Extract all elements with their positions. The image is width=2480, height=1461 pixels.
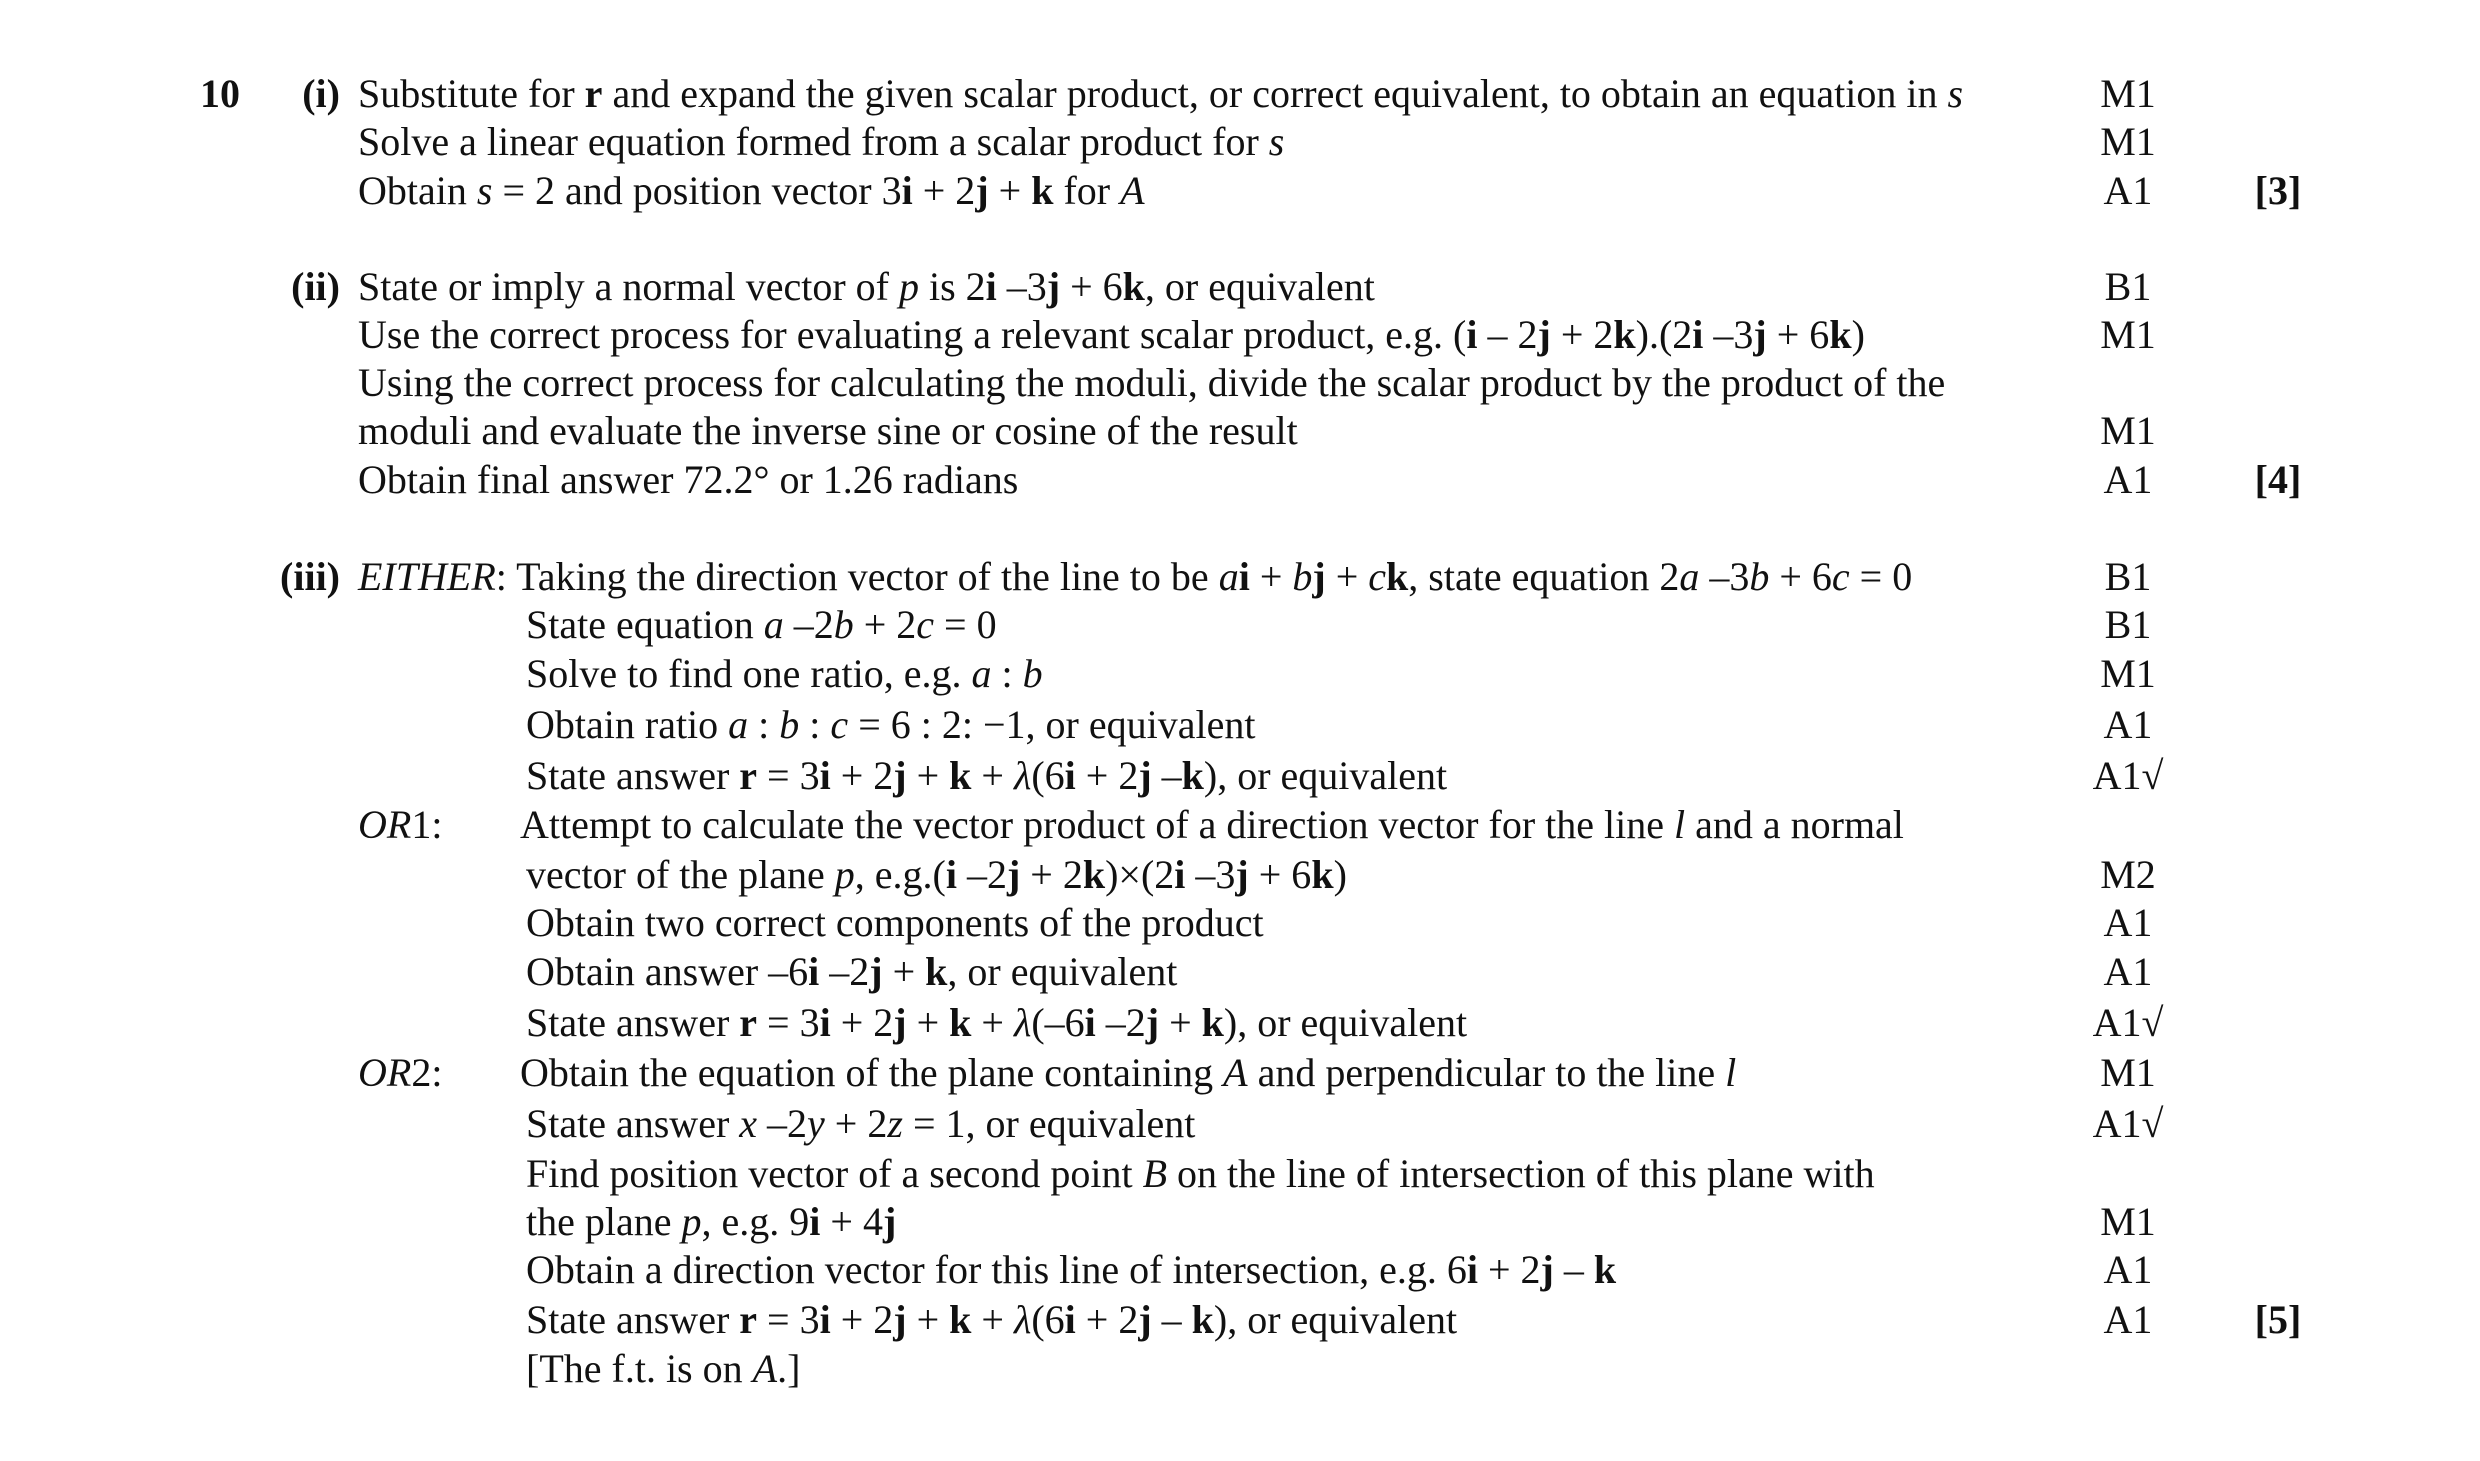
scheme-line <box>520 1049 1736 1097</box>
mark-code: A1√ <box>2092 753 2164 798</box>
text-run: k <box>925 949 948 994</box>
text-run: – 2 <box>1477 312 1538 357</box>
text-run: i <box>985 264 997 309</box>
text-run: , e.g.( <box>854 852 946 897</box>
text-run: + <box>971 753 1014 798</box>
text-run: a <box>763 602 784 647</box>
text-run: i <box>1466 312 1478 357</box>
text-run: Solve a linear equation formed from a scalar product for <box>358 119 1269 164</box>
or-number: 2: <box>411 1050 443 1095</box>
text-run: Obtain a direction vector for this line of intersection, e.g. 6 <box>526 1247 1467 1292</box>
text-run: : Taking the direction vector of the line to be <box>495 554 1219 599</box>
text-run: + 2 <box>1075 753 1139 798</box>
text-run: j <box>1138 753 1152 798</box>
mark-code: A1 <box>2103 949 2153 994</box>
question-number: 10 <box>200 71 240 116</box>
text-run: ), or equivalent <box>1213 1297 1458 1342</box>
text-run: Using the correct process for calculating the moduli, divide the scalar product by the product of the <box>358 360 1946 405</box>
text-run: Obtain final answer 72.2° or 1.26 radians <box>358 457 1019 502</box>
text-run: c <box>916 602 935 647</box>
text-run: i <box>819 1297 831 1342</box>
text-run: – <box>1151 1297 1192 1342</box>
text-run: j <box>1006 852 1021 897</box>
text-run: ) <box>1851 312 1865 357</box>
mark-code: A1 <box>2103 702 2153 747</box>
text-run: + 2 <box>912 168 976 213</box>
text-run: + 2 <box>1020 852 1083 897</box>
scheme-line <box>358 553 1912 601</box>
text-run: = 3 <box>757 1297 820 1342</box>
part-total: [3] <box>2254 168 2302 213</box>
text-run: : <box>748 702 780 747</box>
text-run: i <box>808 949 820 994</box>
text-run: i <box>901 168 913 213</box>
scheme-line <box>526 851 1347 899</box>
text-run: ) <box>1333 852 1347 897</box>
scheme-line <box>358 456 1018 504</box>
text-run: j <box>1540 1247 1554 1292</box>
scheme-line <box>526 601 997 649</box>
text-run: r <box>584 71 603 116</box>
text-run: .] <box>777 1346 801 1391</box>
text-run: State equation <box>526 602 764 647</box>
text-run: i <box>1084 1000 1096 1045</box>
text-run: c <box>830 702 849 747</box>
text-run: l <box>1673 802 1686 847</box>
text-run: j <box>893 1297 907 1342</box>
text-run: , or equivalent <box>947 949 1178 994</box>
text-run: + <box>882 949 926 994</box>
text-run: ), or equivalent <box>1223 1000 1468 1045</box>
text-run: Obtain ratio <box>526 702 729 747</box>
text-run: –2 <box>1095 1000 1146 1045</box>
text-run: = 3 <box>757 1000 820 1045</box>
text-run: State answer <box>526 1297 740 1342</box>
mark-code: A1 <box>2103 1247 2153 1292</box>
text-run: = 1, or equivalent <box>902 1101 1196 1146</box>
mark-code: M1 <box>2100 651 2156 696</box>
text-run: , state equation 2 <box>1408 554 1680 599</box>
text-run: a <box>971 651 992 696</box>
text-run: k <box>949 753 972 798</box>
text-run: ).(2 <box>1635 312 1693 357</box>
text-run: + <box>1159 1000 1202 1045</box>
text-run: vector of the plane <box>526 852 835 897</box>
scheme-line <box>526 948 1177 996</box>
text-run: –2 <box>819 949 870 994</box>
text-run: j <box>1145 1000 1160 1045</box>
part-total: [4] <box>2254 457 2302 502</box>
text-run: –3 <box>1699 554 1750 599</box>
text-run: j <box>1753 312 1767 357</box>
scheme-line <box>526 752 1447 800</box>
scheme-line <box>526 1198 896 1246</box>
text-run: + 2 <box>1075 1297 1139 1342</box>
mark-code: M1 <box>2100 312 2156 357</box>
text-run: i <box>1064 1297 1076 1342</box>
text-run: j <box>882 1199 897 1244</box>
mark-code: A1 <box>2103 900 2153 945</box>
text-run: the plane <box>526 1199 682 1244</box>
part-total: [5] <box>2254 1297 2302 1342</box>
text-run: + 2 <box>1477 1247 1541 1292</box>
text-run: λ <box>1013 1000 1032 1045</box>
text-run: Obtain <box>358 168 477 213</box>
text-run: a <box>1218 554 1239 599</box>
text-run: b <box>779 702 800 747</box>
mark-code: M1 <box>2100 71 2156 116</box>
mark-code: A1 <box>2103 1297 2153 1342</box>
text-run: + 2 <box>824 1101 888 1146</box>
text-run: s <box>1947 71 1964 116</box>
text-run: Substitute for <box>358 71 585 116</box>
text-run: + 2 <box>830 1297 894 1342</box>
text-run: b <box>1749 554 1770 599</box>
text-run: k <box>1082 852 1106 897</box>
text-run: [The f.t. is on <box>526 1346 753 1391</box>
text-run: = 6 : 2: −1, or equivalent <box>848 702 1256 747</box>
text-run: –3 <box>996 264 1047 309</box>
text-run: = 2 and position vector 3 <box>492 168 902 213</box>
mark-code: A1√ <box>2092 1000 2164 1045</box>
text-run: –3 <box>1185 852 1236 897</box>
text-run: + 6 <box>1060 264 1123 309</box>
text-run: on the line of intersection of this plane with <box>1167 1151 1875 1196</box>
text-run: i <box>1064 753 1076 798</box>
text-run: + <box>971 1297 1014 1342</box>
scheme-line <box>358 311 1865 359</box>
text-run: i <box>1466 1247 1478 1292</box>
text-run: λ <box>1013 753 1032 798</box>
text-run: : <box>991 651 1023 696</box>
text-run: k <box>1829 312 1852 357</box>
text-run: + 2 <box>830 1000 894 1045</box>
text-run: k <box>949 1297 972 1342</box>
text-run: and perpendicular to the line <box>1247 1050 1726 1095</box>
text-run: and expand the given scalar product, or correct equivalent, to obtain an equation in <box>602 71 1948 116</box>
text-run: c <box>1831 554 1850 599</box>
text-run: s <box>476 168 493 213</box>
text-run: + <box>988 168 1032 213</box>
text-run: i <box>945 852 957 897</box>
scheme-line <box>526 1100 1195 1148</box>
text-run: (6 <box>1031 753 1065 798</box>
text-run: s <box>1268 119 1285 164</box>
or-word: OR <box>358 1050 412 1095</box>
text-run: = 0 <box>934 602 997 647</box>
scheme-line <box>358 263 1375 311</box>
text-run: –2 <box>783 602 834 647</box>
text-run: )×(2 <box>1105 852 1175 897</box>
text-run: –3 <box>1703 312 1754 357</box>
text-run: j <box>1046 264 1061 309</box>
text-run: i <box>1692 312 1704 357</box>
scheme-line <box>358 407 1298 455</box>
mark-code: M1 <box>2100 408 2156 453</box>
text-run: is 2 <box>918 264 986 309</box>
text-run: + <box>906 753 950 798</box>
text-run: A <box>1223 1050 1248 1095</box>
text-run: λ <box>1013 1297 1032 1342</box>
text-run: State or imply a normal vector of <box>358 264 899 309</box>
text-run: j <box>975 168 989 213</box>
text-run: j <box>893 1000 907 1045</box>
text-run: B <box>1142 1151 1168 1196</box>
mark-code: A1 <box>2103 457 2153 502</box>
text-run: –2 <box>956 852 1007 897</box>
text-run: j <box>1235 852 1249 897</box>
or-number: 1: <box>411 802 443 847</box>
text-run: j <box>1537 312 1551 357</box>
text-run: = 3 <box>757 753 820 798</box>
text-run: (6 <box>1031 1297 1065 1342</box>
text-run: b <box>1292 554 1313 599</box>
mark-code: M2 <box>2100 852 2156 897</box>
scheme-line <box>526 1150 1875 1198</box>
mark-code: M1 <box>2100 1199 2156 1244</box>
scheme-line <box>526 1246 1616 1294</box>
text-run: i <box>1174 852 1186 897</box>
mark-code: M1 <box>2100 1050 2156 1095</box>
text-run: + 2 <box>830 753 894 798</box>
text-run: j <box>1312 554 1326 599</box>
text-run: i <box>1238 554 1250 599</box>
text-run: i <box>809 1199 821 1244</box>
text-run: k <box>1311 852 1334 897</box>
text-run: k <box>1593 1247 1617 1292</box>
mark-code: B1 <box>2104 554 2152 599</box>
text-run: ), or equivalent <box>1203 753 1448 798</box>
text-run: State answer <box>526 1101 740 1146</box>
text-run: + 2 <box>1550 312 1614 357</box>
text-run: Use the correct process for evaluating a relevant scalar product, e.g. ( <box>358 312 1467 357</box>
text-run: k <box>1201 1000 1224 1045</box>
text-run: A <box>752 1346 778 1391</box>
scheme-line <box>526 999 1467 1047</box>
text-run: Obtain the equation of the plane containing <box>520 1050 1224 1095</box>
text-run: , e.g. 9 <box>701 1199 810 1244</box>
either-label: EITHER <box>358 554 496 599</box>
text-run: State answer <box>526 753 740 798</box>
scheme-line <box>526 701 1255 749</box>
text-run: State answer <box>526 1000 740 1045</box>
text-run: = 0 <box>1849 554 1913 599</box>
text-run: l <box>1725 1050 1737 1095</box>
part-label: (iii) <box>280 554 340 599</box>
text-run: r <box>739 1000 758 1045</box>
text-run: p <box>681 1199 702 1244</box>
text-run: p <box>834 852 855 897</box>
text-run: + <box>906 1297 950 1342</box>
text-run: a <box>1679 554 1700 599</box>
scheme-line <box>358 167 1145 215</box>
text-run: + <box>971 1000 1014 1045</box>
text-run: x <box>739 1101 758 1146</box>
mark-code: B1 <box>2104 602 2152 647</box>
text-run: + 4 <box>820 1199 883 1244</box>
text-run: Obtain answer –6 <box>526 949 809 994</box>
text-run: k <box>1191 1297 1214 1342</box>
text-run: i <box>819 1000 831 1045</box>
scheme-line <box>358 359 1945 407</box>
text-run: k <box>1386 554 1409 599</box>
text-run: – <box>1553 1247 1594 1292</box>
text-run: r <box>739 1297 758 1342</box>
text-run: z <box>887 1101 903 1146</box>
text-run: (–6 <box>1031 1000 1085 1045</box>
text-run: i <box>819 753 831 798</box>
text-run: + 6 <box>1248 852 1312 897</box>
text-run: Solve to find one ratio, e.g. <box>526 651 972 696</box>
part-label: (i) <box>302 71 340 116</box>
text-run: b <box>1022 651 1043 696</box>
scheme-line <box>358 118 1284 166</box>
text-run: + <box>1249 554 1293 599</box>
scheme-line <box>526 1296 1457 1344</box>
text-run: : <box>799 702 831 747</box>
text-run: p <box>898 264 919 309</box>
text-run: r <box>739 753 758 798</box>
scheme-line <box>526 1345 800 1393</box>
scheme-line <box>358 70 1963 118</box>
mark-code: B1 <box>2104 264 2152 309</box>
text-run: j <box>893 753 907 798</box>
mark-code: A1√ <box>2092 1101 2164 1146</box>
text-run: + 6 <box>1766 312 1830 357</box>
or-word: OR <box>358 802 412 847</box>
text-run: j <box>1138 1297 1152 1342</box>
scheme-line <box>526 899 1264 947</box>
text-run: + 6 <box>1769 554 1832 599</box>
text-run: + <box>1325 554 1369 599</box>
text-run: j <box>869 949 883 994</box>
text-run: k <box>1031 168 1054 213</box>
text-run: A <box>1120 168 1145 213</box>
mark-code: A1 <box>2103 168 2153 213</box>
text-run: k <box>1613 312 1636 357</box>
text-run: k <box>949 1000 972 1045</box>
text-run: c <box>1368 554 1387 599</box>
text-run: + <box>906 1000 950 1045</box>
text-run: and a normal <box>1685 802 1904 847</box>
text-run: Attempt to calculate the vector product of a direction vector for the line <box>520 802 1674 847</box>
scheme-line <box>526 650 1043 698</box>
text-run: a <box>728 702 749 747</box>
scheme-line <box>520 801 1904 849</box>
mark-code: M1 <box>2100 119 2156 164</box>
text-run: Obtain two correct components of the product <box>526 900 1264 945</box>
text-run: Find position vector of a second point <box>526 1151 1143 1196</box>
text-run: , or equivalent <box>1144 264 1375 309</box>
part-label: (ii) <box>291 264 340 309</box>
text-run: for <box>1053 168 1121 213</box>
text-run: k <box>1181 753 1204 798</box>
text-run: k <box>1122 264 1145 309</box>
or-label <box>358 1049 442 1097</box>
text-run: –2 <box>757 1101 808 1146</box>
text-run: b <box>833 602 854 647</box>
text-run: moduli and evaluate the inverse sine or cosine of the result <box>358 408 1298 453</box>
text-run: y <box>807 1101 825 1146</box>
text-run: – <box>1151 753 1182 798</box>
text-run: + 2 <box>853 602 917 647</box>
or-label <box>358 801 442 849</box>
